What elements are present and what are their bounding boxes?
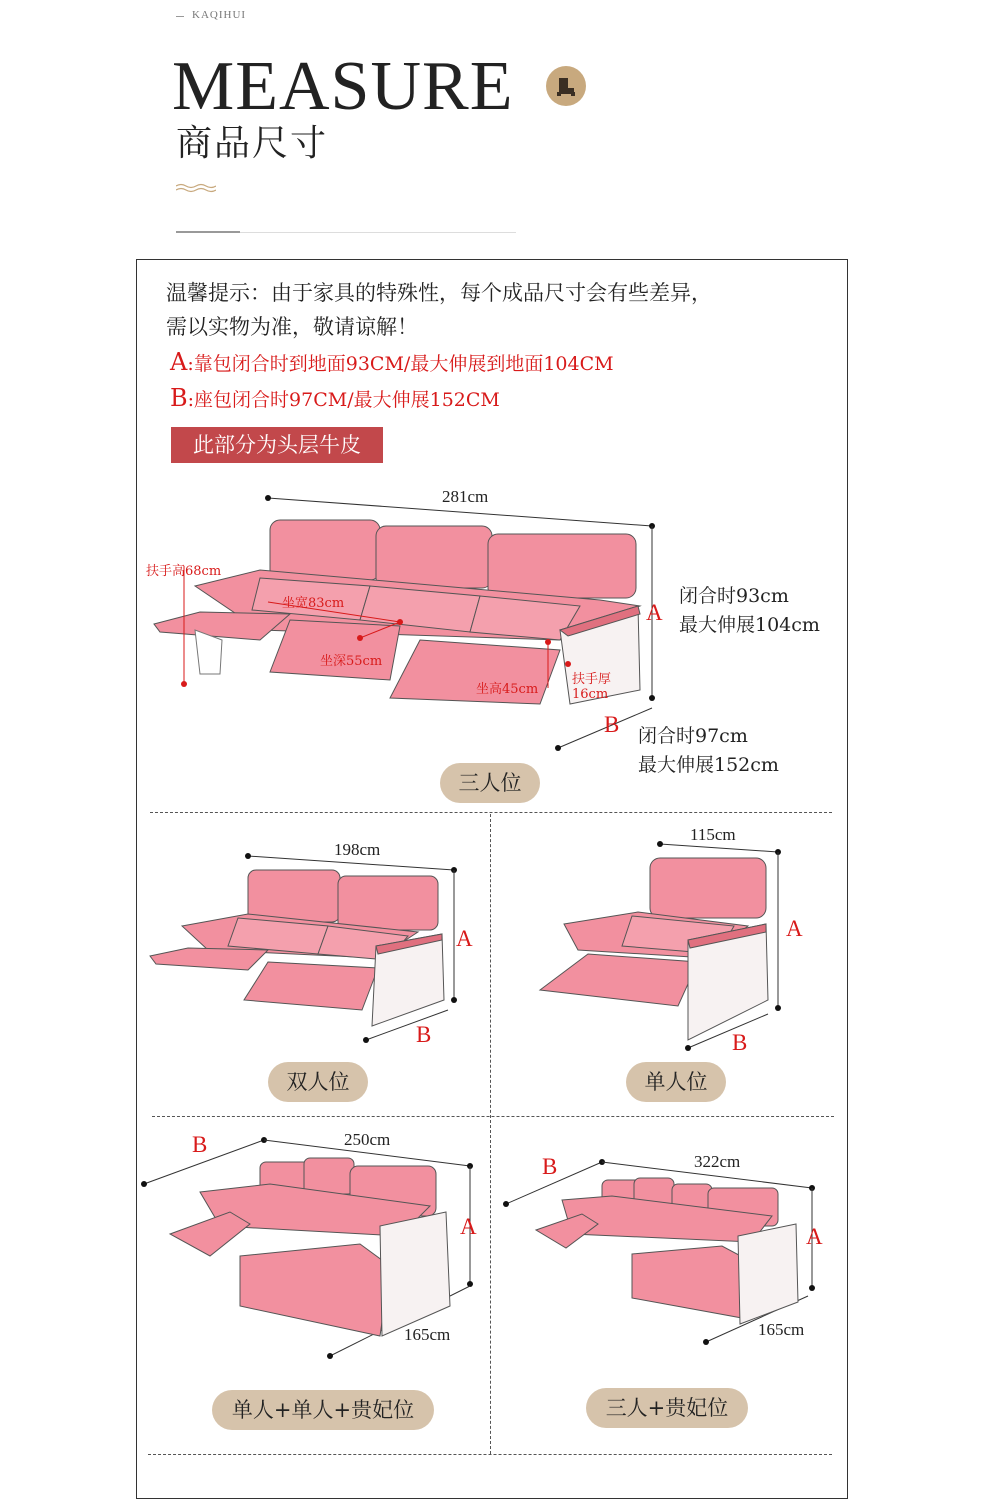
- notice-line-1: 温馨提示：由于家具的特殊性，每个成品尺寸会有些差异，: [166, 281, 712, 305]
- combo-b-name: 三人+贵妃位: [586, 1388, 748, 1428]
- two-seat-label-b: B: [416, 1022, 432, 1047]
- two-seat-label-a: A: [456, 926, 473, 951]
- armrest-thickness-line-1: 扶手厚: [572, 672, 612, 687]
- combo-a-label-b: B: [192, 1132, 208, 1157]
- armrest-thickness-line-2: 16cm: [572, 687, 609, 702]
- one-seat-name: 单人位: [626, 1062, 726, 1102]
- page-title-zh: 商品尺寸: [176, 123, 329, 164]
- wave-divider-icon: [176, 183, 216, 193]
- combo-a-width: 250cm: [344, 1130, 391, 1149]
- seat-width-label: 坐宽83cm: [282, 596, 345, 611]
- combo-b-depth: 165cm: [758, 1320, 805, 1339]
- armrest-thickness-label: [572, 672, 611, 702]
- page-title-en: MEASURE: [172, 48, 514, 125]
- spec-b: [170, 384, 500, 412]
- three-seat-a-notes: [679, 582, 820, 640]
- spec-a: [170, 348, 614, 376]
- b-max: 最大伸展152cm: [638, 754, 779, 776]
- a-max: 最大伸展104cm: [679, 614, 820, 636]
- combo-b-label-a: A: [806, 1224, 823, 1249]
- one-seat-label-a: A: [786, 916, 803, 941]
- combo-a-label-a: A: [460, 1214, 477, 1239]
- two-seat-width: 198cm: [334, 840, 381, 859]
- combo-b-width: 322cm: [694, 1152, 741, 1171]
- combo-b-label-b: B: [542, 1154, 558, 1179]
- divider-row-1: [150, 812, 832, 813]
- brand-dash: [176, 16, 184, 17]
- three-seat-label-a: A: [646, 600, 663, 625]
- brand-name: KAQIHUI: [192, 9, 247, 21]
- one-seat-label-b: B: [732, 1030, 748, 1055]
- divider-vertical: [490, 814, 491, 1454]
- b-closed: 闭合时97cm: [638, 725, 748, 747]
- armrest-height-label: 扶手高68cm: [146, 564, 222, 579]
- combo-a-depth: 165cm: [404, 1325, 451, 1344]
- spec-b-letter: B: [170, 384, 188, 412]
- two-seat-sofa-illustration: [148, 850, 468, 1050]
- recliner-chair-icon: [546, 66, 586, 106]
- three-seat-label-b: B: [604, 712, 620, 737]
- three-seat-name: 三人位: [440, 763, 540, 803]
- spec-a-letter: A: [170, 348, 188, 376]
- leather-tag: 此部分为头层牛皮: [171, 427, 383, 463]
- combo-a-name: 单人+单人+贵妃位: [212, 1390, 434, 1430]
- one-seat-width: 115cm: [690, 825, 736, 844]
- seat-depth-label: 坐深55cm: [320, 654, 383, 669]
- three-seat-sofa-illustration: [140, 490, 660, 760]
- three-seat-width: 281cm: [442, 487, 489, 506]
- notice-line-2: 需以实物为准，敬请谅解！: [166, 315, 418, 339]
- seat-height-label: 坐高45cm: [476, 682, 539, 697]
- spec-a-text: :靠包闭合时到地面93CM/最大伸展到地面104CM: [187, 353, 614, 375]
- a-closed: 闭合时93cm: [679, 585, 789, 607]
- divider-row-3: [148, 1454, 832, 1455]
- two-seat-name: 双人位: [268, 1062, 368, 1102]
- header-divider-accent: [176, 231, 240, 233]
- notice-text: [166, 276, 712, 344]
- divider-row-2: [152, 1116, 834, 1117]
- three-seat-b-notes: [638, 722, 779, 780]
- one-seat-sofa-illustration: [538, 840, 798, 1050]
- spec-b-text: :座包闭合时97CM/最大伸展152CM: [187, 389, 500, 411]
